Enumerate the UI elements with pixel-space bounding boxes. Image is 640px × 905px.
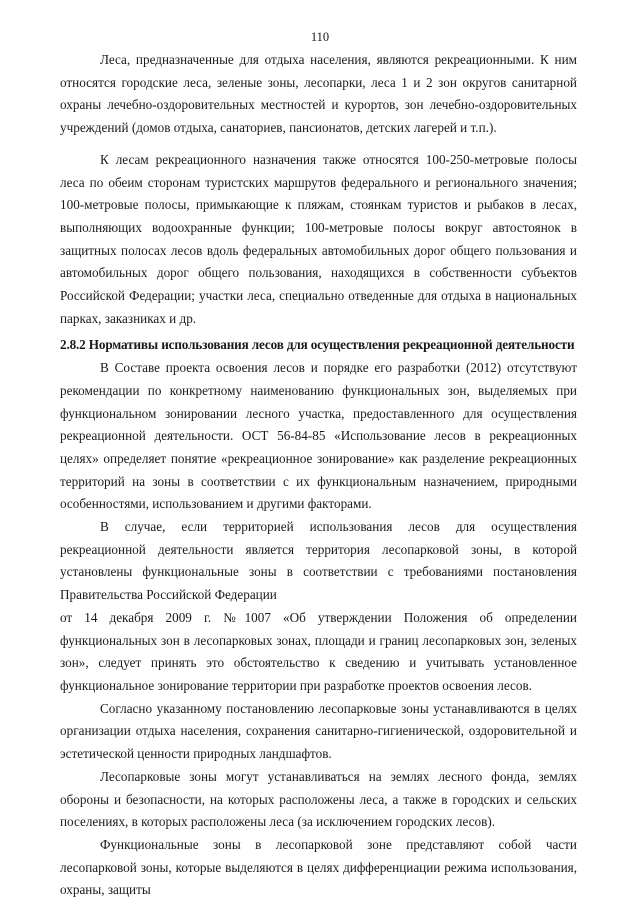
paragraph-recreational-forests: Леса, предназначенные для отдыха населения, являются рекреационными. К ним относятся городские леса, зеленые зоны, лесопарки, леса 1 и 2 зон округов санитарной охраны лечебно-оздоровительных местностей и курортов, зон лечебно-оздоровительных учреждений (домов отдыха, санаториев, пансионатов, детских лагерей и т.п.).	[60, 52, 577, 136]
paragraph-decree-reference: от 14 декабря 2009 г. №1007 «Об утверждении Положения об определении функциональных зон в лесопарковых зонах, площади и границ лесопарковых зон, зеленых зон», следует принять это обстоятельство к сведению и учитывать установленное функциональное зонирование территории при разработке проектов освоения лесов.	[60, 609, 577, 693]
paragraph-functional-zones: Функциональные зоны в лесопарковой зоне представляют собой части лесопарковой зоны, которые выделяются в целях дифференциации режима использования, охраны, защиты	[60, 836, 577, 898]
paragraph-recreational-strips: К лесам рекреационного назначения также относятся 100-250-метровые полосы леса по обеим сторонам туристских маршрутов федерального и регионального значения; 100-метровые полосы, примыкающие к пляжам, стоянкам туристов и рыбаков в лесах, выполняющих водоохранные функции; 100-метровые полосы вокруг автостоянок в защитных полосах лесов вдоль федеральных автомобильных дорог общего пользования и автомобильных дорог общего пользования, находящихся в собственности субъектов Российской Федерации; участки леса, специально отведенные для отдыха в национальных парках, заказниках и др.	[60, 151, 577, 326]
paragraph-forest-park-purpose: Согласно указанному постановлению лесопарковые зоны устанавливаются в целях организации отдыха населения, сохранения санитарно-гигиенической, оздоровительной и эстетической ценности природных ландшафтов.	[60, 700, 577, 762]
document-body	[60, 49, 577, 902]
paragraph-forest-park-lands: Лесопарковые зоны могут устанавливаться на землях лесного фонда, землях обороны и безопасности, на которых расположены леса, а также в городских и сельских поселениях, в которых расположены леса (за исключением городских лесов).	[60, 768, 577, 830]
paragraph-forest-park-case: В случае, если территорией использования лесов для осуществления рекреационной деятельности является территория лесопарковой зоны, в которой установлены функциональные зоны в соответствии с требованиями постановления Правительства Российской Федерации	[60, 519, 577, 603]
paragraph-zoning-recommendations: В Составе проекта освоения лесов и порядке его разработки (2012) отсутствуют рекомендации по конкретному наименованию функциональных зон, выделяемых при функциональном зонировании лесного участка, предоставленного для осуществления рекреационной деятельности. ОСТ 56-84-85 «Использование лесов в рекреационных целях» определяет понятие «рекреационное зонирование» как разделение рекреационных территорий на зоны в соответствии с их функциональным назначением, природными особенностями, использованием и другими факторами.	[60, 360, 577, 512]
page-number: 110	[310, 30, 330, 44]
section-heading: 2.8.2 Нормативы использования лесов для осуществления рекреационной деятельности	[60, 337, 575, 353]
